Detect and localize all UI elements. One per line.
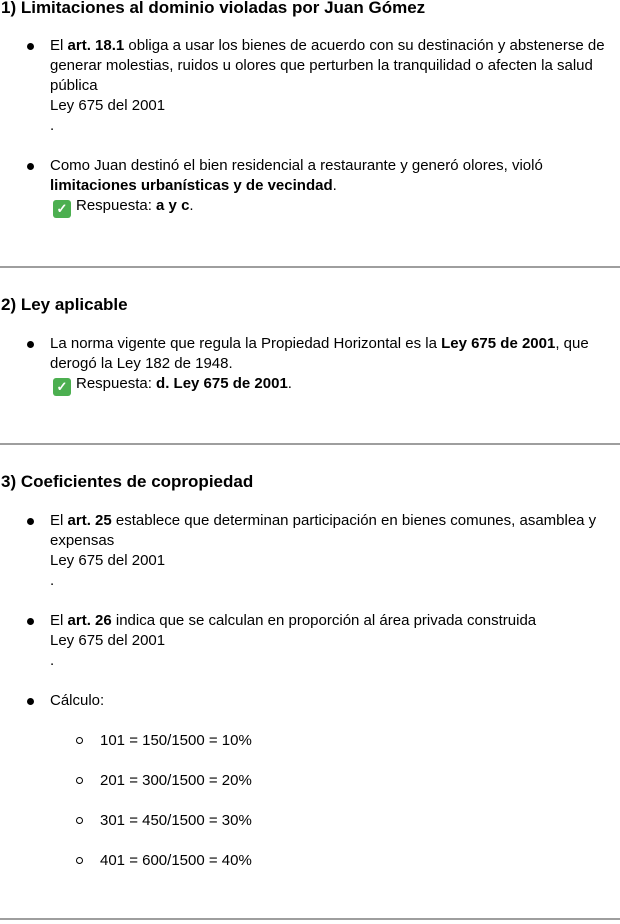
divider — [0, 918, 620, 920]
section-2-heading: 2) Ley aplicable — [1, 295, 128, 314]
section-2 — [0, 295, 620, 396]
section-3 — [0, 472, 620, 871]
bullet-icon — [27, 43, 34, 50]
bullet-icon — [27, 518, 34, 525]
list-item: Como Juan destinó el bien residencial a restaurante y generó olores, violó limitaciones urbanísticas y de vecindad. ✓ Respuesta: a y c. — [0, 156, 620, 218]
section-2-bullets — [0, 334, 620, 396]
section-3-bullets — [0, 511, 620, 871]
calculation-item: 401 = 600/1500 = 40% — [0, 851, 612, 871]
answer-line: ✓ Respuesta: d. Ley 675 de 2001. — [50, 374, 612, 396]
bullet-icon — [27, 618, 34, 625]
article-ref: art. 18.1 — [67, 37, 125, 54]
bullet-icon — [27, 341, 34, 348]
list-item: La norma vigente que regula la Propiedad Horizontal es la Ley 675 de 2001, que derogó la Ley 182 de 1948. ✓ Respuesta: d. Ley 675 de 2001. — [0, 334, 620, 396]
list-item: El art. 18.1 obliga a usar los bienes de acuerdo con su destinación y abstenerse de generar molestias, ruidos u olores que perturben la tranquilidad o afecten la salud pública Ley 675 del 2001 . — [0, 36, 620, 136]
law-source: Ley 675 del 2001 — [50, 97, 166, 114]
calculation-item: 201 = 300/1500 = 20% — [0, 771, 612, 791]
list-item: Cálculo: 101 = 150/1500 = 10% 201 = 300/1500 = 20% 301 = 450/1500 = 30% 401 = 600/1500 = 40% — [0, 691, 620, 871]
answer-line: ✓ Respuesta: a y c. — [50, 196, 612, 218]
circle-bullet-icon — [76, 737, 83, 744]
bullet-icon — [27, 163, 34, 170]
circle-bullet-icon — [76, 777, 83, 784]
calculation-item: 101 = 150/1500 = 10% — [0, 731, 612, 751]
law-source: Ley 675 del 2001 — [50, 632, 166, 649]
circle-bullet-icon — [76, 857, 83, 864]
circle-bullet-icon — [76, 817, 83, 824]
divider — [0, 266, 620, 268]
list-item: El art. 25 establece que determinan participación en bienes comunes, asamblea y expensas Ley 675 del 2001 . — [0, 511, 620, 591]
section-1 — [0, 0, 620, 218]
check-icon: ✓ — [53, 378, 71, 396]
bullet-icon — [27, 698, 34, 705]
section-3-heading: 3) Coeficientes de copropiedad — [1, 472, 254, 491]
divider — [0, 443, 620, 445]
list-item: El art. 26 indica que se calculan en proporción al área privada construida Ley 675 del 2001 . — [0, 611, 620, 671]
calculation-item: 301 = 450/1500 = 30% — [0, 811, 612, 831]
law-source: Ley 675 del 2001 — [50, 552, 166, 569]
calculation-list — [0, 731, 612, 871]
check-icon: ✓ — [53, 200, 71, 218]
section-1-bullets — [0, 36, 620, 218]
section-1-heading: 1) Limitaciones al dominio violadas por Juan Gómez — [1, 0, 426, 17]
